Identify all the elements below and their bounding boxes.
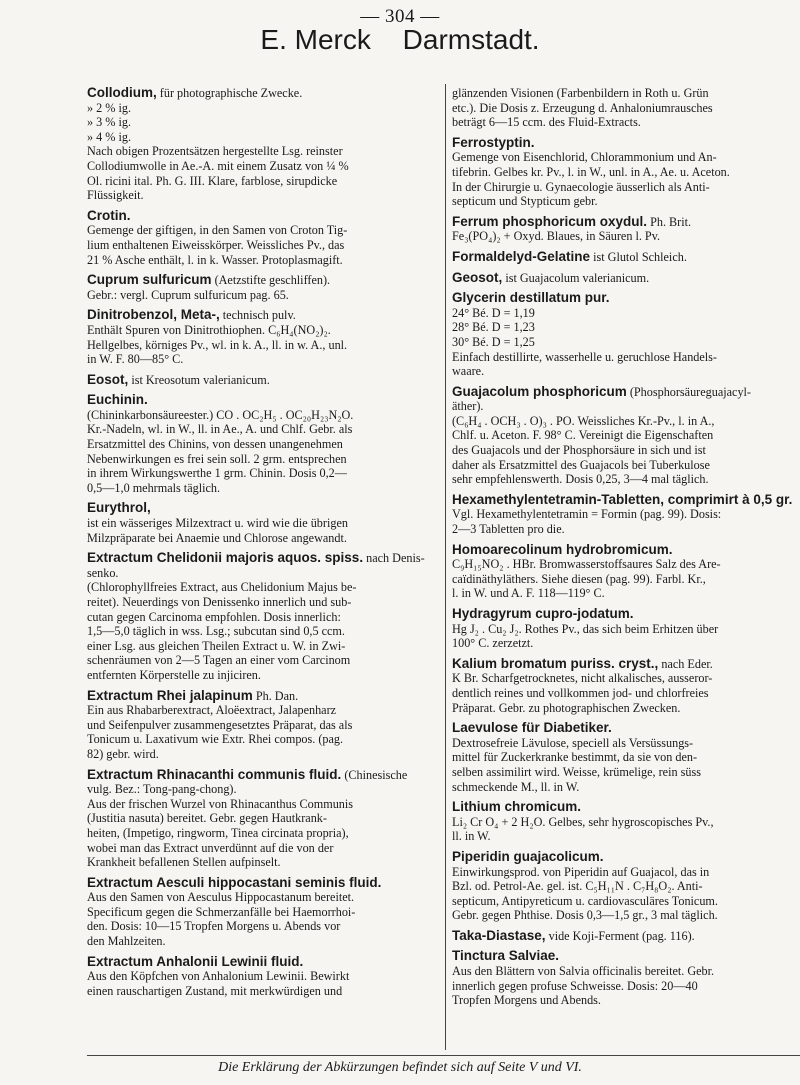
entry-heading <box>87 393 440 408</box>
entry-text-line: Einfach destillirte, wasserhelle u. geruchlose Handels- <box>452 349 717 364</box>
entry-term-note: technisch pulv. <box>219 308 296 323</box>
entry-text-line: entfernten Körperstelle zu injiciren. <box>87 667 261 682</box>
entry-text-line: Chlf. u. Aceton. F. 98° C. Vereinigt die Eigenschaften <box>452 428 714 443</box>
dictionary-entry <box>452 136 800 209</box>
right-column <box>452 86 800 1014</box>
entry-text-line: Dextrosefreie Lävulose, speciell als Versüssungs- <box>452 735 694 750</box>
entry-term-note: (Aetzstifte geschliffen). <box>211 273 331 288</box>
dictionary-entry <box>452 291 800 379</box>
entry-text-line: 28° Bé. D = 1,23 <box>452 320 535 335</box>
entry-term: Extractum Anhalonii Lewinii fluid. <box>87 953 304 969</box>
entry-text-line: Fe₃(PO₄)₂ + Oxyd. Blaues, in Säuren l. Pv. <box>452 229 661 244</box>
entry-term-note: Ph. Dan. <box>252 688 299 703</box>
entry-term: Ferrostyptin. <box>452 134 535 150</box>
entry-text-line: Ol. ricini ital. Ph. G. III. Klare, farblose, sirupdicke <box>87 173 338 188</box>
entry-term: Laevulose für Diabetiker. <box>452 720 612 736</box>
entry-text-line: tifebrin. Gelbes kr. Pv., l. in W., unl. in A., Ae. u. Aceton. <box>452 164 730 179</box>
entry-heading <box>452 291 800 306</box>
entry-text-line: ll. in W. <box>452 829 491 844</box>
dictionary-entry <box>452 543 800 601</box>
entry-text-line: Flüssigkeit. <box>87 188 144 203</box>
entry-text-line: 24° Bé. D = 1,19 <box>452 305 535 320</box>
entry-text-line: Aus den Köpfchen von Anhalonium Lewinii. Bewirkt <box>87 969 350 984</box>
entry-heading <box>87 86 440 101</box>
entry-text-line: den. Dosis: 10—15 Tropfen Morgens u. Abends vor <box>87 919 341 934</box>
entry-text-line: 82) gebr. wird. <box>87 746 159 761</box>
dictionary-entry <box>452 385 800 487</box>
entry-text-line: » 4 % ig. <box>87 129 132 144</box>
entry-heading <box>452 215 800 230</box>
entry-heading <box>452 271 800 286</box>
entry-text-line: Tonicum u. Laxativum wie Extr. Rhei compos. (pag. <box>87 732 344 747</box>
entry-text-line: heiten, (Impetigo, ringworm, Tinea circinata propria), <box>87 825 349 840</box>
entry-heading <box>452 607 800 622</box>
entry-text-line: Ein aus Rhabarberextract, Aloëextract, Jalapenharz <box>87 703 337 718</box>
entry-term: Extractum Aesculi hippocastani seminis fluid. <box>87 874 382 890</box>
entry-heading <box>87 689 440 704</box>
entry-text-line: waare. <box>452 364 485 379</box>
entry-term: Lithium chromicum. <box>452 799 582 815</box>
entry-text-line: etc.). Die Dosis z. Erzeugung d. Anhaloniumrausches <box>452 100 713 115</box>
entry-text-line: dentlich reines und vollkommen jod- und chlorfreies <box>452 685 709 700</box>
entry-text-line: septicum und Stypticum gebr. <box>452 194 598 209</box>
entry-term: Euchinin. <box>87 392 148 408</box>
entry-text-line: 21 % Asche enthält, l. in k. Wasser. Protoplasmagift. <box>87 252 343 267</box>
entry-text-line: Milzpräparate bei Anaemie und Chlorose angewandt. <box>87 530 347 545</box>
entry-text-line: (Chlorophyllfreies Extract, aus Chelidonium Majus be- <box>87 580 357 595</box>
dictionary-entry <box>452 86 800 130</box>
dictionary-entry <box>452 493 800 537</box>
entry-text-line: Hg J₂ . Cu₂ J₂. Rothes Pv., das sich beim Erhitzen über <box>452 621 719 636</box>
entry-text-line: Aus der frischen Wurzel von Rhinacanthus Communis <box>87 796 354 811</box>
dictionary-entry <box>452 850 800 923</box>
entry-heading <box>87 501 440 516</box>
entry-text-line: äther). <box>452 399 484 414</box>
entry-text-line: innerlich gegen profuse Schweisse. Dosis: 20—40 <box>452 978 698 993</box>
entry-text-line: Kr.-Nadeln, wl. in W., ll. in Ae., A. und Chlf. Gebr. als <box>87 422 353 437</box>
entry-text-line: lium enthaltenen Eiweisskörper. Weissliches Pv., das <box>87 237 345 252</box>
entry-text-line: l. in W. und A. F. 118—119° C. <box>452 586 605 601</box>
entry-text-line: Hellgelbes, körniges Pv., wl. in k. A., ll. in w. A., unl. <box>87 337 348 352</box>
footer-note: Die Erklärung der Abkürzungen befindet sich auf Seite V und VI. <box>218 1060 582 1075</box>
dictionary-entry <box>452 607 800 651</box>
dictionary-entry <box>87 876 440 949</box>
entry-text-line: (Justitia nasuta) bereitet. Gebr. gegen Hautkrank- <box>87 811 327 826</box>
dictionary-entry <box>452 721 800 794</box>
dictionary-entry <box>87 689 440 762</box>
dictionary-entry <box>452 949 800 1007</box>
entry-term-note: nach Eder. <box>658 656 713 671</box>
entry-text-line: Vgl. Hexamethylentetramin = Formin (pag. 99). Dosis: <box>452 507 722 522</box>
entry-text-line: Enthält Spuren von Dinitrothiophen. C₆H₄(NO₂)₂. <box>87 322 331 337</box>
company-name: E. Merck <box>260 24 371 55</box>
entry-term-note: (Phosphorsäureguajacyl- <box>626 384 751 399</box>
page-number: — 304 — <box>360 6 440 27</box>
entry-term-note: vide Koji-Ferment (pag. 116). <box>545 928 695 943</box>
entry-heading <box>452 657 800 672</box>
entry-term: Taka-Diastase, <box>452 927 546 943</box>
entry-term: Hydragyrum cupro-jodatum. <box>452 606 634 621</box>
entry-text-line: cutan gegen Carcinoma empfohlen. Dosis innerlich: <box>87 609 341 624</box>
left-column <box>87 86 440 1004</box>
entry-text-line: K Br. Scharfgetrocknetes, nicht alkalisches, ausseror- <box>452 671 713 686</box>
entry-term-note: (Chinesische <box>341 767 408 782</box>
entry-term-note: nach Denis- <box>363 551 425 566</box>
entry-text-line: ist ein wässeriges Milzextract u. wird wie die übrigen <box>87 516 348 531</box>
entry-heading <box>87 373 440 388</box>
entry-term-note: für photographische Zwecke. <box>156 86 303 100</box>
entry-heading <box>452 929 800 944</box>
entry-heading <box>452 493 800 508</box>
entry-heading <box>87 273 440 288</box>
entry-heading <box>87 955 440 970</box>
entry-text-line: Nebenwirkungen es frei sein soll. 2 grm. entsprechen <box>87 451 347 466</box>
entry-text-line: in ihrem Wirkungswerthe 1 grm. Chinin. Dosis 0,2— <box>87 466 347 481</box>
entry-text-line: 1,5—5,0 täglich in wss. Lsg.; subcutan sind 0,5 ccm. <box>87 624 345 639</box>
entry-text-line: senko. <box>87 565 119 580</box>
entry-text-line: wobei man das Extract unverdünnt auf die von der <box>87 840 334 855</box>
entry-term: Piperidin guajacolicum. <box>452 848 604 864</box>
dictionary-entry <box>87 86 440 203</box>
entry-heading <box>87 768 440 783</box>
entry-text-line: (Chininkarbonsäureester.) CO . OC₂H₅ . OC₂₀H₂₃N₂O. <box>87 407 354 422</box>
entry-term: Eosot, <box>87 371 129 387</box>
entry-text-line: daher als Ersatzmittel des Guajacols bei Tuberkulose <box>452 457 710 472</box>
entry-term: Ferrum phosphoricum oxydul. <box>452 213 648 229</box>
entry-text-line: Präparat. Gebr. zu photographischen Zwecken. <box>452 700 681 715</box>
dictionary-entry <box>452 800 800 844</box>
entry-text-line: C₉H₁₅NO₂ . HBr. Bromwasserstoffsaures Salz des Are- <box>452 557 721 572</box>
entry-text-line: glänzenden Visionen (Farbenbildern in Roth u. Grün <box>452 86 709 100</box>
entry-text-line: Li₂ Cr O₄ + 2 H₂O. Gelbes, sehr hygroscopisches Pv., <box>452 814 714 829</box>
column-divider <box>445 84 446 1050</box>
entry-text-line: » 3 % ig. <box>87 115 132 130</box>
entry-text-line: mittel für Zuckerkranke bestimmt, da sie von den- <box>452 750 698 765</box>
entry-heading <box>452 385 800 400</box>
entry-text-line: Bzl. od. Petrol-Ae. gel. ist. C₅H₁₁N . C₇H₈O₂. Anti- <box>452 879 703 894</box>
entry-term: Collodium, <box>87 85 157 100</box>
entry-text-line: sehr empfehlenswerth. Dosis 0,25, 3—4 mal täglich. <box>452 472 709 487</box>
entry-heading <box>452 136 800 151</box>
entry-term: Dinitrobenzol, Meta-, <box>87 307 220 323</box>
entry-text-line: Specificum gegen die Schmerzanfälle bei Haemorrhoi- <box>87 904 356 919</box>
entry-text-line: 100° C. zerzetzt. <box>452 636 534 651</box>
entry-term: Kalium bromatum puriss. cryst., <box>452 655 659 671</box>
entry-term: Extractum Rhei jalapinum <box>87 687 253 703</box>
entry-text-line: 2—3 Tabletten pro die. <box>452 522 565 537</box>
entry-text-line: in W. F. 80—85° C. <box>87 352 184 367</box>
entry-text-line: In der Chirurgie u. Gynaecologie äusserlich als Anti- <box>452 179 710 194</box>
entry-text-line: 30° Bé. D = 1,25 <box>452 334 535 349</box>
entry-heading <box>87 876 440 891</box>
entry-text-line: selben assimilirt wird. Weisse, krümelige, rein süss <box>452 764 701 779</box>
dictionary-entry <box>87 209 440 267</box>
dictionary-entry <box>87 373 440 388</box>
entry-term: Extractum Chelidonii majoris aquos. spiss. <box>87 550 364 566</box>
dictionary-entry <box>452 215 800 244</box>
entry-term: Hexamethylentetramin-Tabletten, comprimirt à 0,5 gr. <box>452 491 793 507</box>
entry-text-line: einer Lsg. aus gleichen Theilen Extract u. W. in Zwi- <box>87 638 346 653</box>
entry-term: Guajacolum phosphoricum <box>452 383 627 399</box>
entry-text-line: schmeckende M., ll. in W. <box>452 779 580 794</box>
entry-text-line: Gebr.: vergl. Cuprum sulfuricum pag. 65. <box>87 287 289 302</box>
dictionary-entry <box>87 308 440 366</box>
entry-text-line: Einwirkungsprod. von Piperidin auf Guajacol, das in <box>452 864 710 879</box>
entry-heading <box>87 551 440 566</box>
entry-term: Homoarecolinum hydrobromicum. <box>452 541 673 557</box>
dictionary-entry <box>87 393 440 495</box>
entry-text-line: reitet). Neuerdings von Denissenko innerlich und sub- <box>87 595 352 609</box>
entry-text-line: des Guajacols und der Phosphorsäure in sich und ist <box>452 443 706 458</box>
entry-text-line: Nach obigen Prozentsätzen hergestellte Lsg. reinster <box>87 144 343 159</box>
entry-text-line: Krankheit befallenen Stellen aufpinselt. <box>87 855 281 870</box>
entry-text-line: 0,5—1,0 mehrmals täglich. <box>87 480 221 495</box>
entry-heading <box>452 949 800 964</box>
entry-text-line: Gebr. gegen Phthise. Dosis 0,3—1,5 gr., 3 mal täglich. <box>452 908 718 923</box>
dictionary-entry <box>452 250 800 265</box>
entry-term: Crotin. <box>87 207 131 223</box>
dictionary-entry <box>452 929 800 944</box>
entry-text-line: einen rauschartigen Zustand, mit merkwürdigen und <box>87 983 343 998</box>
entry-text-line: septicum, Antipyreticum u. cardiovasculäres Tonicum. <box>452 893 718 908</box>
dictionary-entry <box>87 501 440 545</box>
entry-heading <box>87 209 440 224</box>
entry-term-note: ist Glutol Schleich. <box>590 249 687 264</box>
entry-text-line: schenräumen von 2—5 Tagen an einer vom Carcinom <box>87 653 351 668</box>
entry-term: Cuprum sulfuricum <box>87 272 212 288</box>
city-name: Darmstadt. <box>402 24 540 55</box>
entry-text-line: (C₆H₄ . OCH₃ . O)₃ . PO. Weissliches Kr.-Pv., l. in A., <box>452 413 715 428</box>
entry-text-line: Gemenge der giftigen, in den Samen von Croton Tig- <box>87 223 348 238</box>
entry-term: Formaldelyd-Gelatine <box>452 248 591 264</box>
entry-term: Geosot, <box>452 269 503 285</box>
entry-term: Eurythrol, <box>87 500 151 516</box>
entry-heading <box>452 721 800 736</box>
entry-term: Glycerin destillatum pur. <box>452 290 610 306</box>
entry-heading <box>452 850 800 865</box>
entry-text-line: Aus den Blättern von Salvia officinalis bereitet. Gebr. <box>452 964 715 979</box>
entry-text-line: Aus den Samen von Aesculus Hippocastanum bereitet. <box>87 890 355 905</box>
entry-term: Extractum Rhinacanthi communis fluid. <box>87 766 342 782</box>
entry-text-line: den Mahlzeiten. <box>87 934 166 949</box>
page-header <box>0 24 800 56</box>
dictionary-entry <box>87 955 440 999</box>
entry-heading <box>452 250 800 265</box>
entry-text-line: Tropfen Morgens und Abends. <box>452 993 601 1008</box>
entry-text-line: beträgt 6—15 ccm. des Fluid-Extracts. <box>452 115 641 130</box>
dictionary-entry <box>452 271 800 286</box>
entry-text-line: Gemenge von Eisenchlorid, Chlorammonium und An- <box>452 150 717 165</box>
dictionary-entry <box>452 657 800 715</box>
entry-heading <box>87 308 440 323</box>
entry-text-line: Collodiumwolle in Ae.-A. mit einem Zusatz von ¼ % <box>87 158 349 173</box>
entry-term-note: ist Guajacolum valerianicum. <box>502 270 650 285</box>
entry-text-line: und Seifenpulver zusammengesetztes Präparat, das als <box>87 717 353 732</box>
entry-text-line: vulg. Bez.: Tong-pang-chong). <box>87 782 237 797</box>
entry-term: Tinctura Salviae. <box>452 948 560 964</box>
entry-text-line: Ersatzmittel des Chinins, von dessen unangenehmen <box>87 437 343 452</box>
entry-heading <box>452 543 800 558</box>
dictionary-entry <box>87 273 440 302</box>
entry-term-note: Ph. Brit. <box>647 214 692 229</box>
entry-text-line: » 2 % ig. <box>87 100 132 115</box>
entry-text-line: caïdinäthyläthers. Siehe diesen (pag. 99). Farbl. Kr., <box>452 571 706 586</box>
dictionary-entry <box>87 768 440 870</box>
dictionary-entry <box>87 551 440 682</box>
entry-heading <box>452 800 800 815</box>
entry-term-note: ist Kreosotum valerianicum. <box>128 372 270 387</box>
footer-rule <box>87 1055 800 1056</box>
